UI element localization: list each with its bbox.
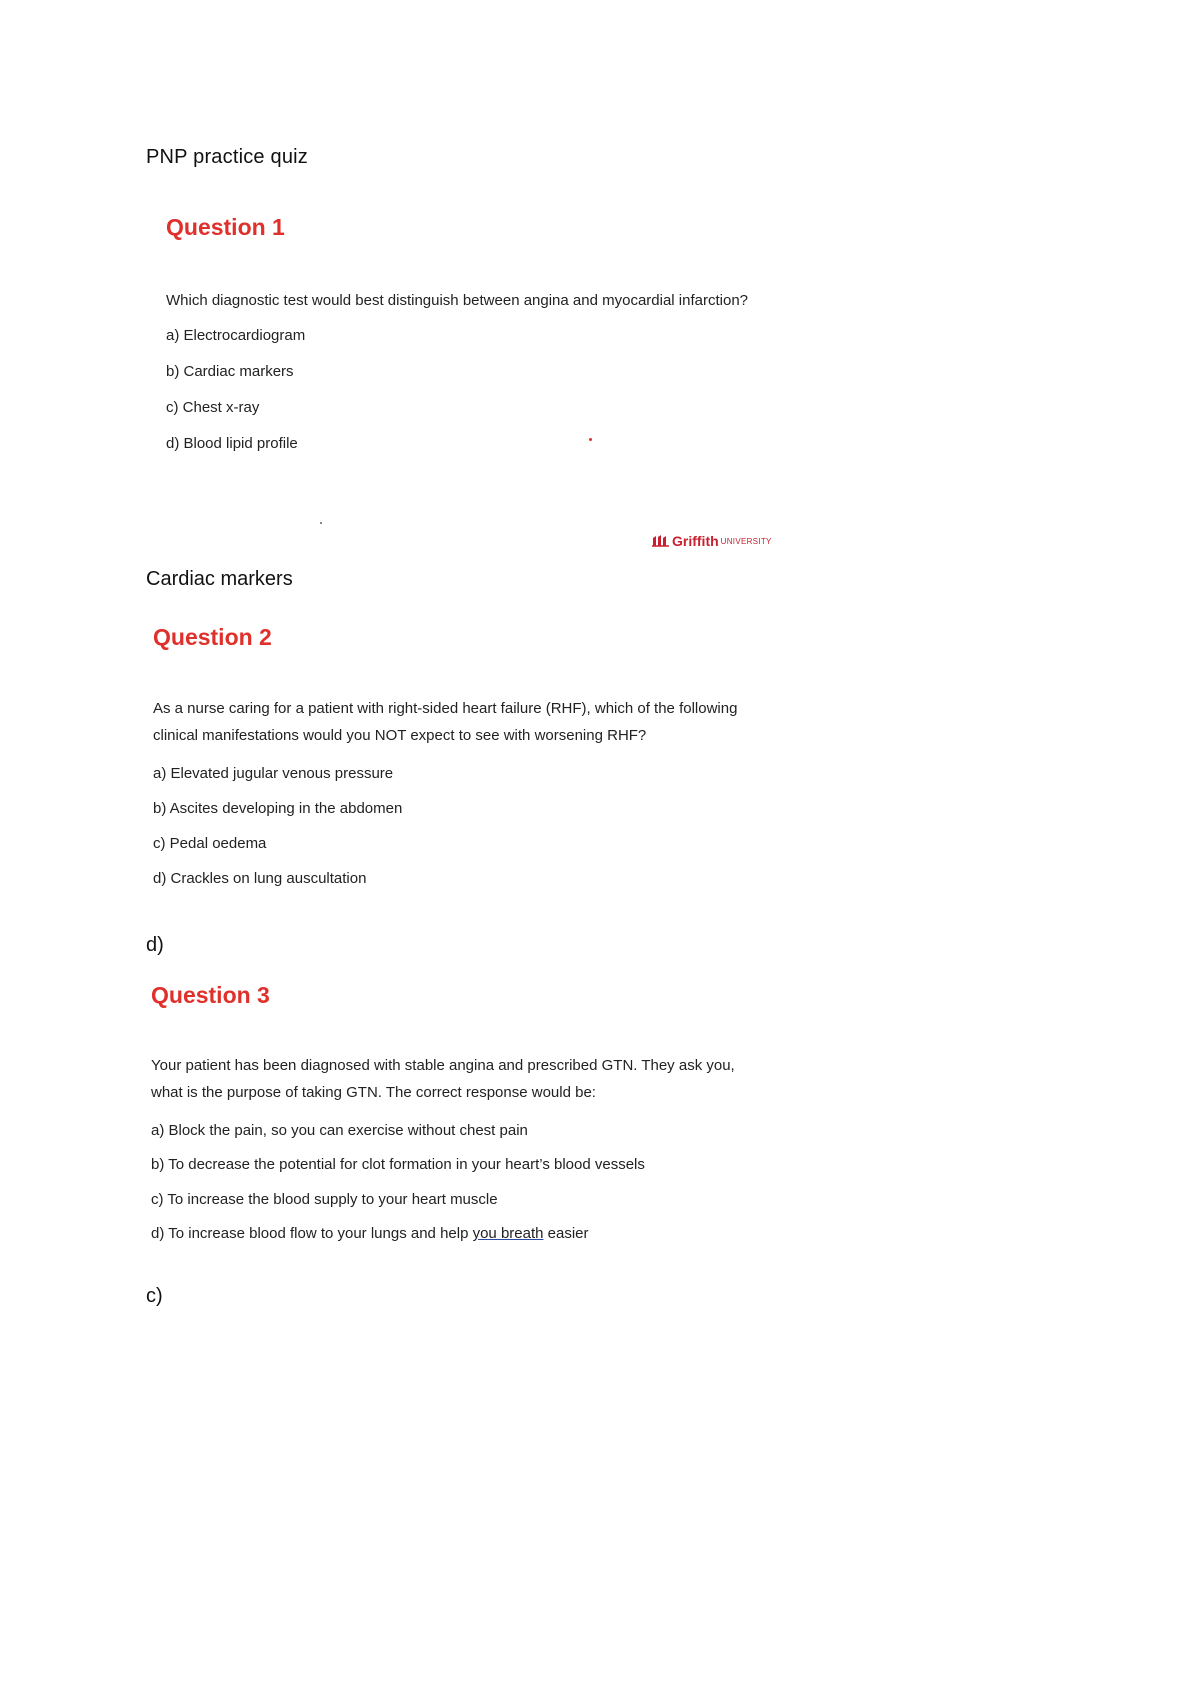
logo-subtitle: UNIVERSITY bbox=[720, 536, 772, 546]
option-d-underlined: you breath bbox=[472, 1225, 544, 1242]
question-heading: Question 3 bbox=[151, 982, 270, 1008]
option-d bbox=[151, 1224, 589, 1244]
option-c: c) Pedal oedema bbox=[153, 835, 267, 852]
griffith-crest-icon bbox=[652, 535, 670, 547]
option-b: b) To decrease the potential for clot formation in your heart’s blood vessels bbox=[151, 1156, 645, 1173]
option-a: a) Elevated jugular venous pressure bbox=[153, 765, 394, 782]
option-a: a) Electrocardiogram bbox=[166, 327, 306, 344]
answer-2: d) bbox=[146, 934, 164, 956]
question-heading: Question 1 bbox=[166, 214, 285, 240]
question-1 bbox=[166, 214, 285, 241]
answer-1: Cardiac markers bbox=[146, 568, 293, 590]
option-c: c) To increase the blood supply to your heart muscle bbox=[151, 1191, 498, 1208]
question-heading: Question 2 bbox=[153, 624, 272, 650]
question-stem-line-2: what is the purpose of taking GTN. The correct response would be: bbox=[151, 1084, 596, 1101]
option-c: c) Chest x-ray bbox=[166, 399, 260, 416]
option-d-prefix: d) To increase blood flow to your lungs and help bbox=[151, 1225, 473, 1242]
question-stem-line-2: clinical manifestations would you NOT expect to see with worsening RHF? bbox=[153, 727, 647, 744]
option-d: d) Crackles on lung auscultation bbox=[153, 870, 367, 887]
answer-3: c) bbox=[146, 1285, 163, 1307]
document-title: PNP practice quiz bbox=[146, 146, 308, 168]
griffith-university-logo bbox=[652, 533, 772, 549]
grey-dot-mark bbox=[320, 522, 322, 524]
option-d-suffix: easier bbox=[543, 1225, 589, 1242]
option-d: d) Blood lipid profile bbox=[166, 435, 298, 452]
question-stem-line-1: Your patient has been diagnosed with stable angina and prescribed GTN. They ask you, bbox=[151, 1057, 735, 1074]
red-dot-mark bbox=[589, 438, 592, 441]
option-b: b) Ascites developing in the abdomen bbox=[153, 800, 403, 817]
logo-name: Griffith bbox=[672, 533, 719, 549]
question-stem-line-1: As a nurse caring for a patient with right-sided heart failure (RHF), which of the following bbox=[153, 700, 738, 717]
option-b: b) Cardiac markers bbox=[166, 363, 294, 380]
question-stem: Which diagnostic test would best distinguish between angina and myocardial infarction? bbox=[166, 292, 749, 309]
option-a: a) Block the pain, so you can exercise without chest pain bbox=[151, 1122, 528, 1139]
